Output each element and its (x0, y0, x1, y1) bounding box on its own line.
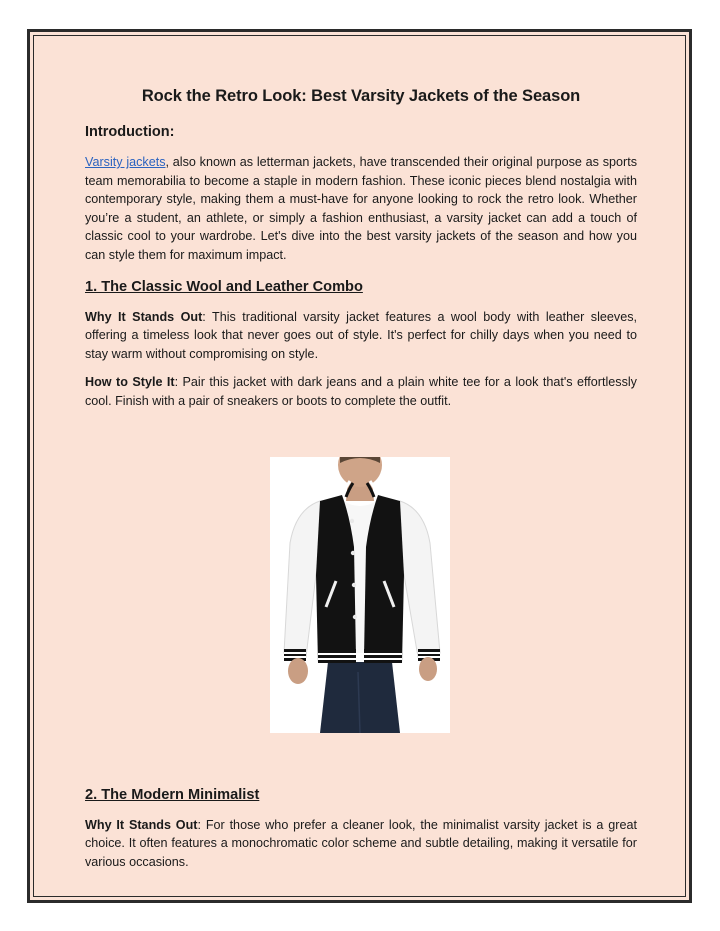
section1-how-paragraph (85, 373, 637, 410)
intro-heading: Introduction: (85, 124, 175, 140)
article (85, 87, 637, 871)
intro-paragraph (85, 153, 637, 265)
document-page (27, 29, 692, 903)
section2-heading: 2. The Modern Minimalist (85, 786, 260, 803)
section1-why-text: : This traditional varsity jacket features a wool body with leather sleeves, offering a timeless look that never goes out of style. It's perfect for chilly days when you need to stay warm without compromising on style. (85, 309, 637, 361)
section1-why-label: Why It Stands Out (85, 309, 203, 324)
section1-heading: 1. The Classic Wool and Leather Combo (85, 278, 363, 295)
section1-why-paragraph (85, 308, 637, 364)
intro-body: , also known as letterman jackets, have transcended their original purpose as sports team memorabilia to become a staple in modern fashion. These iconic pieces blend nostalgia with contemporary style, making them a must-have for anyone looking to rock the retro look. Whether you’re a student, an athlete, or simply a fashion enthusiast, a varsity jacket can add a touch of classic cool to your wardrobe. Let's dive into the best varsity jackets of the season and how you can style them for maximum impact. (85, 155, 637, 262)
jacket-illustration (270, 457, 450, 733)
varsity-jackets-link[interactable]: Varsity jackets (85, 155, 166, 169)
section1-how-text: : Pair this jacket with dark jeans and a plain white tee for a look that's effortlessly cool. Finish with a pair of sneakers or boots to complete the outfit. (85, 375, 637, 408)
article-title: Rock the Retro Look: Best Varsity Jackets of the Season (141, 87, 581, 105)
varsity-jacket-photo (270, 457, 450, 733)
photo-container (85, 457, 637, 787)
section2-why-text: : For those who prefer a cleaner look, the minimalist varsity jacket is a great choice. It often features a monochromatic color scheme and subtle detailing, making it versatile for various occasions. (85, 817, 637, 869)
section2-why-label: Why It Stands Out (85, 817, 198, 832)
section1-how-label: How to Style It (85, 375, 175, 390)
section2-why-paragraph (85, 816, 637, 872)
